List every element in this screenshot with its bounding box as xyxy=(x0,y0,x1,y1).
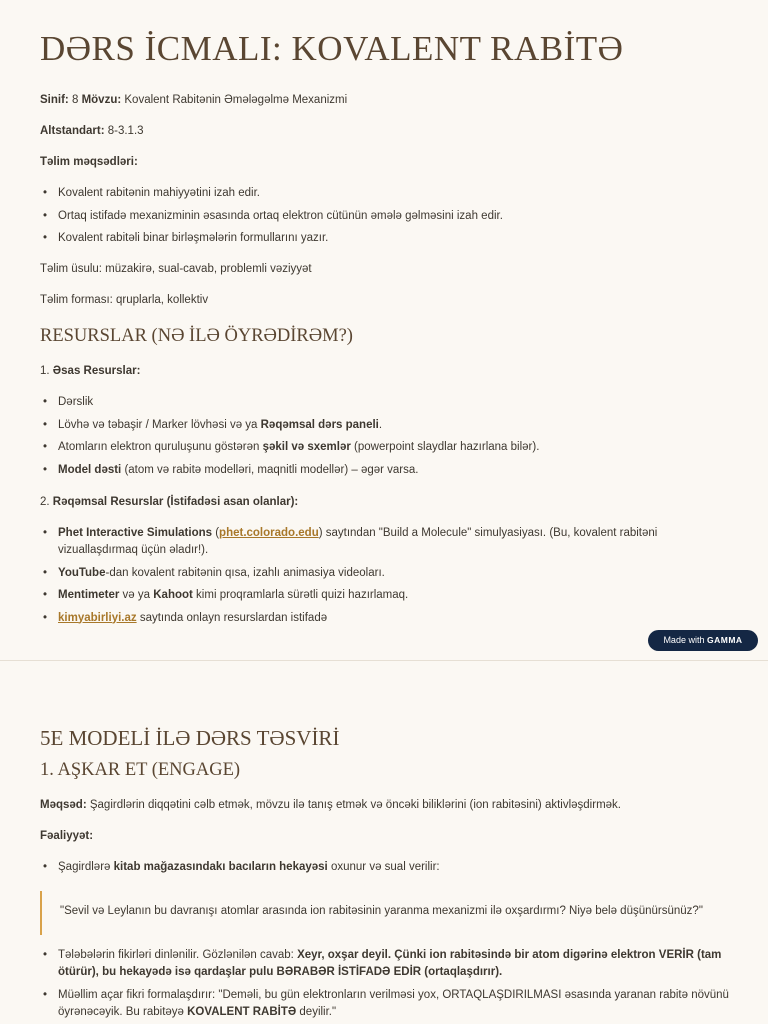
item-text: deyilir." xyxy=(296,1005,337,1018)
item-text: ) saytından "Build a Molecule" simulyasiyası. (Bu, kovalent rabitəni vizuallaşdırmaq üçün əladır!). xyxy=(58,527,658,556)
item-bold-text: Phet Interactive Simulations xyxy=(58,527,213,539)
activity-list-2 xyxy=(40,947,730,1021)
item-text: Atomların elektron quruluşunu göstərən xyxy=(58,441,263,453)
substandard-label: Altstandart: xyxy=(40,125,105,137)
item-text: oxunur və sual verilir: xyxy=(327,861,440,873)
substandard-line xyxy=(40,123,144,139)
item-bold-text: YouTube xyxy=(58,566,106,579)
phet-link[interactable]: phet.colorado.edu xyxy=(219,527,319,539)
list-item xyxy=(40,587,730,604)
activity-label-line xyxy=(40,828,93,844)
class-value: 8 xyxy=(71,94,79,106)
item-text: saytında onlayn resurslardan istifadə xyxy=(136,611,328,624)
list-item xyxy=(40,610,730,627)
item-text: . xyxy=(378,418,383,431)
kimyabirliyi-link[interactable]: kimyabirliyi.az xyxy=(58,611,137,624)
form-line: Təlim forması: qruplarla, kollektiv xyxy=(40,294,209,306)
item-text: ( xyxy=(212,527,220,539)
item-text: Müəllim açar fikri formalaşdırır: "Deməli, bu gün elektronların verilməsi yox, ORTAQLAŞDIRILMASI əsasında yaranan rabitə növünü öyrənəcəyik. Bu rabitəyə xyxy=(58,988,729,1018)
quote-text: "Sevil və Leylanın bu davranışı atomlar arasında ion rabitəsinin yaranma mexanizmi ilə oxşardırmı? Niyə belə düşünürsünüz?" xyxy=(60,905,703,917)
goals-list xyxy=(40,185,730,247)
digital-resources-list xyxy=(40,525,730,627)
list-item: • Ortaq istifadə mexanizminin əsasında ortaq elektron cütünün əmələ gəlməsini izah edir. xyxy=(40,208,730,225)
made-with-gamma-badge[interactable] xyxy=(648,630,758,651)
list-item xyxy=(40,417,730,434)
topic-label: Mövzu: xyxy=(81,94,122,106)
item-bold-text: Rəqəmsal dərs paneli xyxy=(260,418,379,431)
item-text: kimi proqramlarla sürətli quizi hazırlamaq. xyxy=(192,589,409,601)
goal-label: Məqsəd: xyxy=(40,799,87,811)
item-text: və ya xyxy=(119,589,154,601)
item-bold-text: Kahoot xyxy=(153,589,193,601)
item-text: Lövhə və təbaşir / Marker lövhəsi və ya xyxy=(58,418,261,431)
list-item xyxy=(40,859,730,876)
section-subheading: 1. AŞKAR ET (ENGAGE) xyxy=(40,760,241,780)
substandard-value: 8-3.1.3 xyxy=(107,125,144,137)
basic-resources-label-line xyxy=(40,363,140,379)
item-bold-text: KOVALENT RABİTƏ xyxy=(187,1005,297,1018)
item-text: (powerpoint slaydlar hazırlana bilər). xyxy=(350,441,540,453)
badge-prefix: Made with xyxy=(663,635,705,645)
list-item xyxy=(40,462,730,479)
item-bold-text: Model dəsti xyxy=(58,463,122,476)
resources-heading: RESURSLAR (NƏ İLƏ ÖYRƏDİRƏM?) xyxy=(40,326,353,346)
item-text: -dan kovalent rabitənin qısa, izahlı animasiya videoları. xyxy=(105,566,385,579)
activity-list-1 xyxy=(40,859,730,876)
goal-line xyxy=(40,797,621,813)
method-line: Təlim üsulu: müzakirə, sual-cavab, problemli vəziyyət xyxy=(40,263,312,275)
activity-label: Fəaliyyət: xyxy=(40,830,94,842)
item-text: Tələbələrin fikirləri dinlənilir. Gözlənilən cavab: xyxy=(58,949,298,961)
blockquote xyxy=(40,891,732,935)
item-bold-text: Xeyr, oxşar deyil. Çünki ion rabitəsində bir atom digərinə elektron VERİR (tam ötürür), bu hekayədə isə qardaşlar pulu BƏRABƏR İSTİFADƏ EDİR (ortaqlaşdırır). xyxy=(58,949,722,978)
class-topic-line xyxy=(40,92,347,108)
item-bold-text: Mentimeter xyxy=(58,589,120,601)
section-heading: 5E MODELİ İLƏ DƏRS TƏSVİRİ xyxy=(40,726,340,750)
resource-textbook: Dərslik xyxy=(58,396,94,408)
topic-value: Kovalent Rabitənin Əmələgəlmə Mexanizmi xyxy=(124,94,348,106)
list-item: • Kovalent rabitənin mahiyyətini izah edir. xyxy=(40,185,730,202)
digital-resources-number: 2. xyxy=(40,496,50,508)
item-bold-text: kitab mağazasındakı bacıların hekayəsi xyxy=(113,861,328,873)
basic-resources-label: Əsas Resurslar: xyxy=(52,365,141,377)
gamma-logo: GAMMA xyxy=(706,635,743,645)
goal-text: Şagirdlərin diqqətini cəlb etmək, mövzu ilə tanış etmək və öncəki biliklərini (ion rabitəsini) aktivləşdirmək. xyxy=(86,799,621,811)
digital-resources-label-line xyxy=(40,494,298,510)
item-text: Şagirdlərə xyxy=(58,861,114,873)
digital-resources-label: Rəqəmsal Resurslar (İstifadəsi asan olanlar): xyxy=(52,496,299,508)
basic-resources-list xyxy=(40,394,730,479)
basic-resources-number: 1. xyxy=(40,365,50,377)
list-item xyxy=(40,947,730,981)
lesson-card xyxy=(0,661,768,1024)
item-text: (atom və rabitə modelləri, maqnitli modellər) – əgər varsa. xyxy=(121,463,419,476)
class-label: Sinif: xyxy=(40,94,69,106)
list-item xyxy=(40,987,730,1021)
list-item xyxy=(40,394,730,411)
list-item: • Kovalent rabitəli binar birləşmələrin formullarını yazır. xyxy=(40,230,730,247)
list-item xyxy=(40,565,730,582)
list-item xyxy=(40,525,730,559)
goals-label: Təlim məqsədləri: xyxy=(40,156,138,168)
item-bold-text: şəkil və sxemlər xyxy=(262,441,351,453)
list-item xyxy=(40,439,730,456)
page-title: DƏRS İCMALI: KOVALENT RABİTƏ xyxy=(40,29,624,68)
goals-label-line xyxy=(40,154,138,170)
